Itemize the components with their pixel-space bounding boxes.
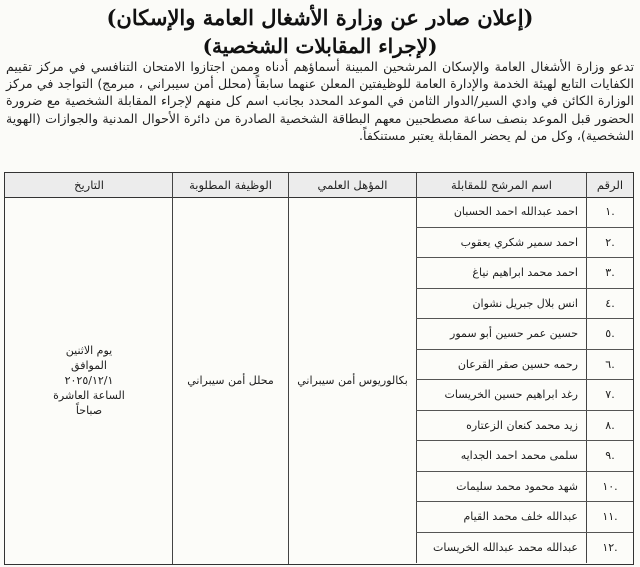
candidate-name: انس بلال جبريل نشوان — [416, 289, 586, 319]
table-row — [416, 502, 633, 533]
candidate-name: عبدالله محمد عبدالله الخريسات — [416, 533, 586, 564]
table-row — [416, 319, 633, 350]
date-line: الموافق — [71, 359, 107, 372]
title-line-2: (لإجراء المقابلات الشخصية) — [202, 34, 438, 58]
row-number: .١١ — [586, 502, 633, 532]
table-header — [5, 173, 633, 198]
table-row — [416, 197, 633, 228]
date-line: الساعة العاشرة — [53, 389, 125, 402]
header-job: الوظيفة المطلوبة — [172, 173, 288, 197]
job-cell: محلل أمن سيبراني — [172, 197, 288, 564]
row-number: .٤ — [586, 289, 633, 319]
row-number: .٦ — [586, 350, 633, 380]
header-name: اسم المرشح للمقابلة — [416, 173, 586, 197]
candidate-name: عبدالله خلف محمد القيام — [416, 502, 586, 532]
title-line-1: (إعلان صادر عن وزارة الأشغال العامة والإسكان) — [106, 5, 534, 30]
row-number: .٣ — [586, 258, 633, 288]
row-number: .٥ — [586, 319, 633, 349]
candidate-name: رغد ابراهيم حسين الخريسات — [416, 380, 586, 410]
row-number: .٢ — [586, 228, 633, 258]
table-rows — [416, 197, 633, 563]
announcement-body: تدعو وزارة الأشغال العامة والإسكان المرشحين المبينة أسماؤهم أدناه وممن اجتازوا الامتحان التنافسي في مركز تقييم الكفايات التابع لهيئة الخدمة والإدارة العامة للوظيفتين المعلن عنهما سابقاً (محلل أمن سيبراني ، مبرمج) التواجد في مركز الوزارة الكائن في وادي السير/الدوار الثامن في الموعد المحدد بجانب اسم كل منهم لإجراء المقابلة الشخصية مع ضرورة الحضور قبل الموعد بنصف ساعة مصطحبين معهم البطاقة الشخصية الصادرة من دائرة الأحوال المدنية والجوازات (الهوية الشخصية)، وكل من لم يحضر المقابلة يعتبر مستنكفاً. — [6, 59, 634, 143]
candidate-name: رحمه حسين صقر القرعان — [416, 350, 586, 380]
table-row — [416, 472, 633, 503]
table-row — [416, 289, 633, 320]
candidate-name: حسين عمر حسين أبو سمور — [416, 319, 586, 349]
table-row — [416, 258, 633, 289]
row-number: .١ — [586, 197, 633, 227]
row-number: .١٠ — [586, 472, 633, 502]
header-qualification: المؤهل العلمي — [288, 173, 416, 197]
candidate-name: سلمى محمد احمد الجدايه — [416, 441, 586, 471]
table-row — [416, 228, 633, 259]
candidate-name: احمد محمد ابراهيم نياغ — [416, 258, 586, 288]
table-row — [416, 441, 633, 472]
table-row — [416, 380, 633, 411]
row-number: .٧ — [586, 380, 633, 410]
announcement-title — [0, 4, 640, 60]
row-number: .٩ — [586, 441, 633, 471]
date-line: ٢٠٢٥/١٢/١ — [64, 374, 114, 387]
candidate-name: احمد عبدالله احمد الحسبان — [416, 197, 586, 227]
row-number: .١٢ — [586, 533, 633, 564]
row-number: .٨ — [586, 411, 633, 441]
candidate-name: زيد محمد كنعان الزعتاره — [416, 411, 586, 441]
table-row — [416, 533, 633, 564]
header-date: التاريخ — [74, 178, 104, 192]
date-cell — [6, 197, 172, 564]
qualification-cell: بكالوريوس أمن سيبراني — [288, 197, 416, 564]
header-num: الرقم — [586, 173, 633, 197]
date-line: صباحاً — [75, 404, 103, 417]
candidate-name: شهد محمود محمد سليمات — [416, 472, 586, 502]
candidates-table — [4, 172, 634, 565]
table-row — [416, 411, 633, 442]
table-row — [416, 350, 633, 381]
candidate-name: احمد سمير شكري يعقوب — [416, 228, 586, 258]
date-line: يوم الاثنين — [65, 344, 113, 357]
